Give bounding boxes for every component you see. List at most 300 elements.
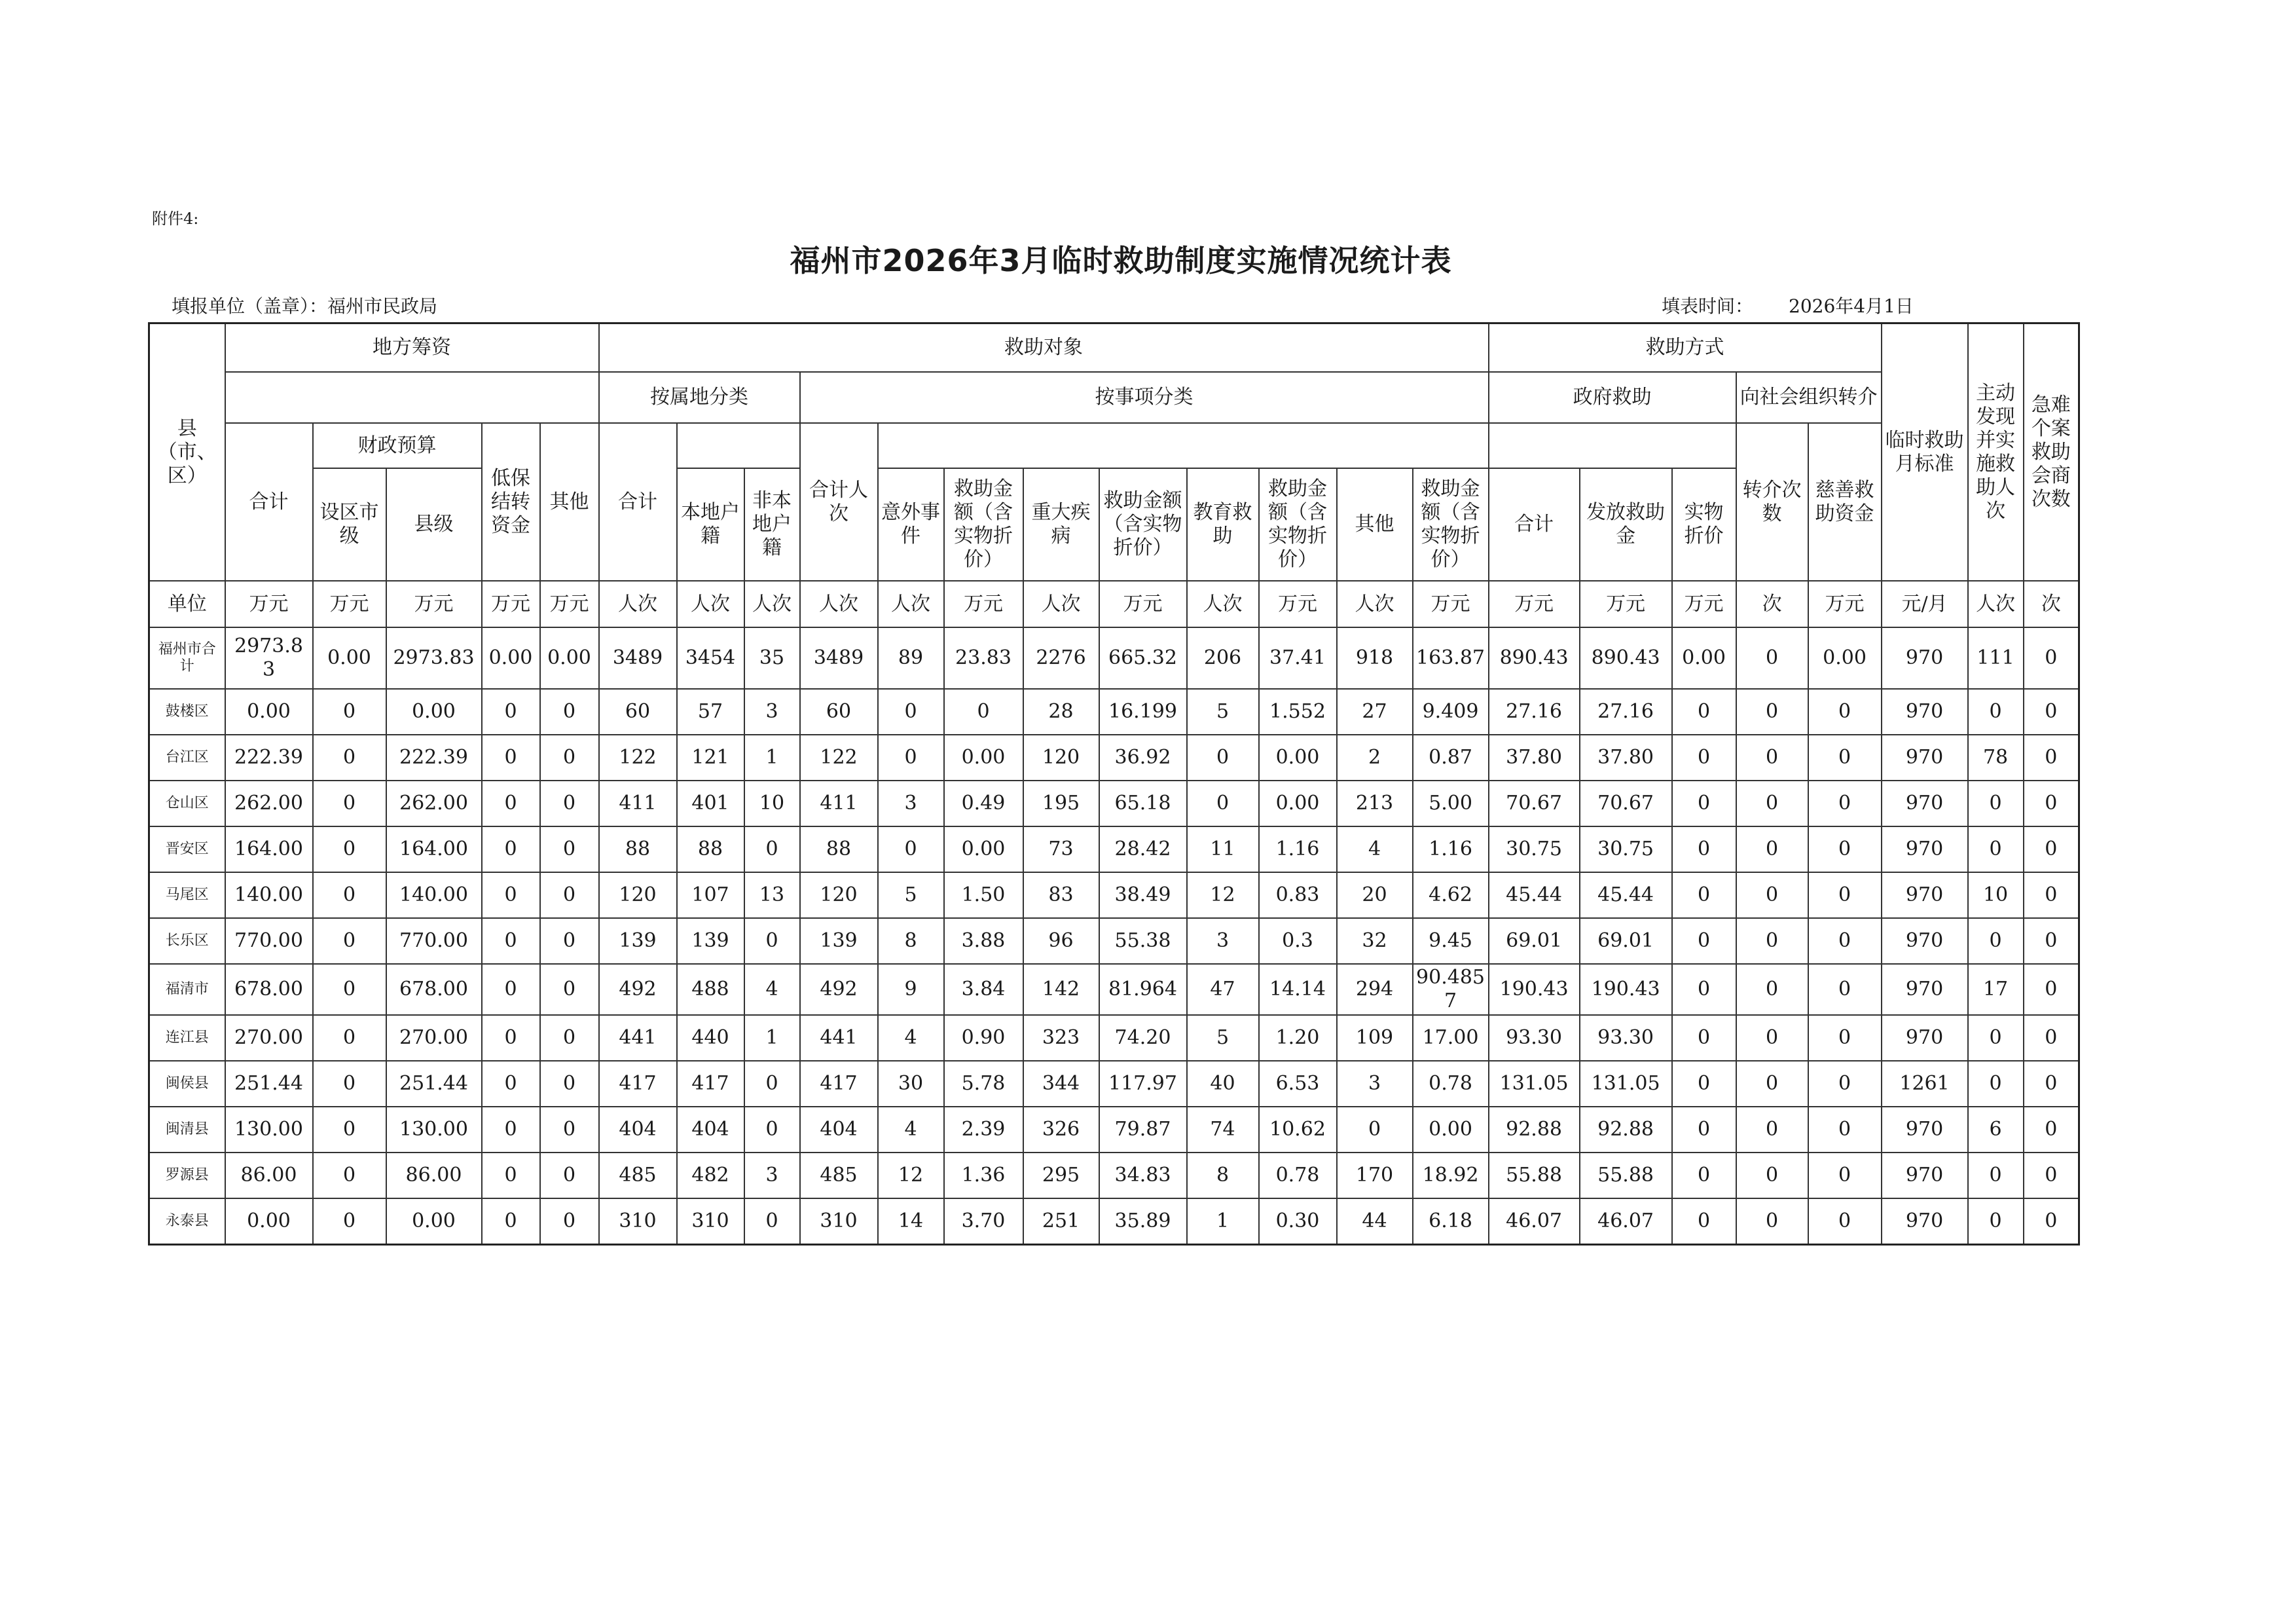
table-cell: 918 <box>1337 627 1413 689</box>
unit-cell: 万元 <box>1099 581 1187 627</box>
table-cell: 0 <box>1808 872 1882 918</box>
header-fiscal-budget: 财政预算 <box>313 423 482 468</box>
table-cell: 30.75 <box>1580 826 1672 872</box>
header-local-funding: 地方筹资 <box>225 323 599 373</box>
table-cell: 0 <box>540 781 599 826</box>
unit-cell: 人次 <box>1337 581 1413 627</box>
table-cell: 0 <box>2024 1153 2079 1198</box>
table-cell: 0 <box>1187 781 1259 826</box>
table-cell: 295 <box>1023 1153 1099 1198</box>
table-cell: 0 <box>2024 689 2079 735</box>
table-cell: 270.00 <box>225 1015 313 1061</box>
table-cell: 0 <box>2024 1015 2079 1061</box>
table-cell: 3.70 <box>944 1198 1023 1245</box>
table-cell: 0 <box>482 964 540 1015</box>
table-cell: 1 <box>744 735 800 781</box>
header-lf-other: 其他 <box>540 423 599 581</box>
table-cell: 4 <box>1337 826 1413 872</box>
table-cell: 0.00 <box>540 627 599 689</box>
table-cell: 74 <box>1187 1107 1259 1153</box>
table-cell: 1.16 <box>1413 826 1489 872</box>
header-illness-amount: 救助金额（含实物折价） <box>1099 468 1187 581</box>
header-county-level: 县级 <box>386 468 482 581</box>
table-cell: 0 <box>944 689 1023 735</box>
table-cell: 0 <box>1808 1153 1882 1198</box>
table-cell: 6.53 <box>1259 1061 1337 1107</box>
table-cell: 27.16 <box>1580 689 1672 735</box>
district-name: 连江县 <box>149 1015 225 1061</box>
table-cell: 0 <box>313 1107 386 1153</box>
table-cell: 770.00 <box>386 918 482 964</box>
table-cell: 38.49 <box>1099 872 1187 918</box>
table-cell: 310 <box>800 1198 878 1245</box>
table-cell: 0 <box>1808 781 1882 826</box>
table-cell: 970 <box>1882 627 1968 689</box>
fill-date: 2026年4月1日 <box>1789 295 1914 317</box>
district-name: 福清市 <box>149 964 225 1015</box>
table-cell: 0 <box>1736 689 1808 735</box>
district-name: 永泰县 <box>149 1198 225 1245</box>
table-cell: 0 <box>482 826 540 872</box>
unit-cell: 人次 <box>1023 581 1099 627</box>
unit-cell: 元/月 <box>1882 581 1968 627</box>
table-cell: 0.00 <box>225 1198 313 1245</box>
table-cell: 5.00 <box>1413 781 1489 826</box>
table-cell: 139 <box>677 918 744 964</box>
header-blank <box>225 372 599 423</box>
table-cell: 120 <box>800 872 878 918</box>
table-cell: 0 <box>313 1015 386 1061</box>
table-cell: 93.30 <box>1489 1015 1580 1061</box>
table-cell: 1.16 <box>1259 826 1337 872</box>
table-cell: 140.00 <box>386 872 482 918</box>
table-cell: 5 <box>1187 689 1259 735</box>
unit-label: 单位 <box>149 581 225 627</box>
header-accident: 意外事件 <box>878 468 944 581</box>
table-cell: 0 <box>540 689 599 735</box>
table-cell: 20 <box>1337 872 1413 918</box>
table-cell: 0 <box>482 1107 540 1153</box>
table-cell: 3 <box>1337 1061 1413 1107</box>
table-cell: 37.80 <box>1580 735 1672 781</box>
table-cell: 90.4857 <box>1413 964 1489 1015</box>
table-cell: 404 <box>677 1107 744 1153</box>
table-cell: 32 <box>1337 918 1413 964</box>
header-recipients: 救助对象 <box>599 323 1489 373</box>
table-cell: 1.36 <box>944 1153 1023 1198</box>
unit-cell: 次 <box>2024 581 2079 627</box>
table-cell: 0 <box>313 872 386 918</box>
table-cell: 0 <box>1672 781 1736 826</box>
unit-cell: 人次 <box>677 581 744 627</box>
table-cell: 44 <box>1337 1198 1413 1245</box>
table-cell: 27 <box>1337 689 1413 735</box>
table-cell: 120 <box>1023 735 1099 781</box>
district-name: 鼓楼区 <box>149 689 225 735</box>
table-cell: 970 <box>1882 918 1968 964</box>
table-cell: 0 <box>1672 826 1736 872</box>
table-cell: 890.43 <box>1489 627 1580 689</box>
table-cell: 417 <box>599 1061 677 1107</box>
unit-cell: 万元 <box>313 581 386 627</box>
table-cell: 0 <box>482 918 540 964</box>
table-cell: 770.00 <box>225 918 313 964</box>
district-name: 仓山区 <box>149 781 225 826</box>
table-row <box>149 872 2079 918</box>
table-cell: 78 <box>1968 735 2024 781</box>
table-cell: 0 <box>1672 872 1736 918</box>
table-cell: 0.00 <box>386 689 482 735</box>
table-cell: 70.67 <box>1489 781 1580 826</box>
table-cell: 109 <box>1337 1015 1413 1061</box>
table-cell: 0 <box>540 1153 599 1198</box>
table-cell: 9.45 <box>1413 918 1489 964</box>
table-cell: 0 <box>482 1015 540 1061</box>
table-cell: 70.67 <box>1580 781 1672 826</box>
table-cell: 262.00 <box>225 781 313 826</box>
table-cell: 0 <box>1968 1153 2024 1198</box>
table-cell: 0 <box>878 735 944 781</box>
table-cell: 4.62 <box>1413 872 1489 918</box>
table-cell: 0 <box>313 1061 386 1107</box>
header-matter-total: 合计人次 <box>800 423 878 581</box>
table-cell: 0 <box>1736 1107 1808 1153</box>
table-cell: 92.88 <box>1580 1107 1672 1153</box>
header-blank <box>878 423 1489 468</box>
table-cell: 0 <box>2024 826 2079 872</box>
table-cell: 404 <box>599 1107 677 1153</box>
header-dibao-carryover: 低保结转资金 <box>482 423 540 581</box>
district-name: 福州市合计 <box>149 627 225 689</box>
table-cell: 441 <box>800 1015 878 1061</box>
table-cell: 0 <box>1968 1198 2024 1245</box>
header-charity-funds: 慈善救助资金 <box>1808 423 1882 581</box>
table-row <box>149 1107 2079 1153</box>
header-nonlocal-hukou: 非本地户籍 <box>744 468 800 581</box>
table-cell: 0.00 <box>944 826 1023 872</box>
table-cell: 30 <box>878 1061 944 1107</box>
table-cell: 0 <box>1808 1015 1882 1061</box>
table-cell: 0 <box>1808 918 1882 964</box>
table-cell: 970 <box>1882 872 1968 918</box>
table-cell: 0 <box>1968 1061 2024 1107</box>
table-cell: 0 <box>1968 689 2024 735</box>
district-name: 晋安区 <box>149 826 225 872</box>
unit-cell: 万元 <box>944 581 1023 627</box>
table-cell: 222.39 <box>386 735 482 781</box>
table-cell: 12 <box>878 1153 944 1198</box>
table-cell: 86.00 <box>225 1153 313 1198</box>
table-cell: 10 <box>1968 872 2024 918</box>
header-gov-aid: 政府救助 <box>1489 372 1736 423</box>
table-cell: 0 <box>1736 627 1808 689</box>
table-cell: 970 <box>1882 1198 1968 1245</box>
table-cell: 40 <box>1187 1061 1259 1107</box>
table-cell: 0 <box>1968 781 2024 826</box>
district-name: 马尾区 <box>149 872 225 918</box>
table-cell: 1.50 <box>944 872 1023 918</box>
table-cell: 74.20 <box>1099 1015 1187 1061</box>
table-cell: 0.30 <box>1259 1198 1337 1245</box>
table-cell: 0 <box>2024 781 2079 826</box>
table-cell: 2276 <box>1023 627 1099 689</box>
table-body <box>149 627 2079 1245</box>
table-cell: 2973.83 <box>386 627 482 689</box>
header-major-illness: 重大疾病 <box>1023 468 1099 581</box>
table-cell: 117.97 <box>1099 1061 1187 1107</box>
district-name: 闽侯县 <box>149 1061 225 1107</box>
table-cell: 0 <box>313 1153 386 1198</box>
statistics-table <box>148 322 2080 1246</box>
table-cell: 3.88 <box>944 918 1023 964</box>
table-row <box>149 1153 2079 1198</box>
table-cell: 86.00 <box>386 1153 482 1198</box>
page-title: 福州市2026年3月临时救助制度实施情况统计表 <box>790 243 1452 278</box>
header-lf-total: 合计 <box>225 423 313 581</box>
table-cell: 441 <box>599 1015 677 1061</box>
fill-date-label: 填表时间： <box>1662 295 1754 317</box>
table-cell: 96 <box>1023 918 1099 964</box>
table-cell: 485 <box>800 1153 878 1198</box>
table-cell: 60 <box>599 689 677 735</box>
table-cell: 3 <box>878 781 944 826</box>
table-cell: 37.41 <box>1259 627 1337 689</box>
table-cell: 0 <box>313 1198 386 1245</box>
table-cell: 262.00 <box>386 781 482 826</box>
table-cell: 28.42 <box>1099 826 1187 872</box>
table-cell: 55.88 <box>1489 1153 1580 1198</box>
district-name: 台江区 <box>149 735 225 781</box>
table-cell: 81.964 <box>1099 964 1187 1015</box>
header-by-matter: 按事项分类 <box>800 372 1489 423</box>
table-cell: 35.89 <box>1099 1198 1187 1245</box>
table-cell: 0 <box>540 1061 599 1107</box>
table-cell: 121 <box>677 735 744 781</box>
unit-cell: 万元 <box>1672 581 1736 627</box>
table-cell: 0 <box>2024 872 2079 918</box>
table-cell: 0 <box>540 826 599 872</box>
table-cell: 60 <box>800 689 878 735</box>
header-monthly-standard: 临时救助月标准 <box>1882 323 1968 581</box>
table-cell: 488 <box>677 964 744 1015</box>
table-row <box>149 689 2079 735</box>
table-cell: 163.87 <box>1413 627 1489 689</box>
table-cell: 140.00 <box>225 872 313 918</box>
table-cell: 139 <box>599 918 677 964</box>
table-cell: 0 <box>1672 1153 1736 1198</box>
table-cell: 0 <box>540 735 599 781</box>
table-cell: 69.01 <box>1580 918 1672 964</box>
unit-cell: 万元 <box>1413 581 1489 627</box>
table-cell: 142 <box>1023 964 1099 1015</box>
table-cell: 3 <box>1187 918 1259 964</box>
table-cell: 8 <box>878 918 944 964</box>
table-cell: 0.00 <box>386 1198 482 1245</box>
table-cell: 0 <box>878 689 944 735</box>
header-referral-count: 转介次数 <box>1736 423 1808 581</box>
table-cell: 46.07 <box>1489 1198 1580 1245</box>
header-blank <box>1489 423 1736 468</box>
table-cell: 6.18 <box>1413 1198 1489 1245</box>
table-cell: 0 <box>1736 826 1808 872</box>
table-row <box>149 1015 2079 1061</box>
table-cell: 0 <box>1672 735 1736 781</box>
table-cell: 323 <box>1023 1015 1099 1061</box>
table-cell: 0 <box>313 918 386 964</box>
table-cell: 0 <box>540 964 599 1015</box>
table-row <box>149 964 2079 1015</box>
table-cell: 47 <box>1187 964 1259 1015</box>
table-cell: 93.30 <box>1580 1015 1672 1061</box>
table-cell: 0 <box>1736 1061 1808 1107</box>
table-cell: 0 <box>1736 781 1808 826</box>
district-name: 闽清县 <box>149 1107 225 1153</box>
table-cell: 195 <box>1023 781 1099 826</box>
table-cell: 111 <box>1968 627 2024 689</box>
table-cell: 0.00 <box>1259 735 1337 781</box>
table-cell: 45.44 <box>1580 872 1672 918</box>
table-cell: 0 <box>482 781 540 826</box>
header-local-hukou: 本地户籍 <box>677 468 744 581</box>
header-social-referral: 向社会组织转介 <box>1736 372 1882 423</box>
table-cell: 411 <box>599 781 677 826</box>
table-cell: 14 <box>878 1198 944 1245</box>
table-cell: 0 <box>1672 918 1736 964</box>
table-cell: 310 <box>599 1198 677 1245</box>
header-in-kind: 实物折价 <box>1672 468 1736 581</box>
unit-cell: 万元 <box>386 581 482 627</box>
table-cell: 0 <box>540 1015 599 1061</box>
unit-cell: 人次 <box>800 581 878 627</box>
table-cell: 4 <box>744 964 800 1015</box>
table-cell: 0 <box>2024 1107 2079 1153</box>
table-cell: 1.552 <box>1259 689 1337 735</box>
table-cell: 0.78 <box>1259 1153 1337 1198</box>
header-proactive: 主动发现并实施救助人次 <box>1968 323 2024 581</box>
table-cell: 0 <box>2024 1061 2079 1107</box>
table-cell: 482 <box>677 1153 744 1198</box>
table-cell: 970 <box>1882 1107 1968 1153</box>
table-cell: 0 <box>482 735 540 781</box>
table-cell: 69.01 <box>1489 918 1580 964</box>
table-cell: 492 <box>599 964 677 1015</box>
table-cell: 0 <box>482 872 540 918</box>
table-cell: 251.44 <box>225 1061 313 1107</box>
table-cell: 0 <box>313 735 386 781</box>
table-cell: 0 <box>1968 1015 2024 1061</box>
table-cell: 89 <box>878 627 944 689</box>
table-cell: 401 <box>677 781 744 826</box>
table-cell: 678.00 <box>225 964 313 1015</box>
table-row <box>149 627 2079 689</box>
table-cell: 0 <box>2024 1198 2079 1245</box>
table-cell: 46.07 <box>1580 1198 1672 1245</box>
table-cell: 310 <box>677 1198 744 1245</box>
table-cell: 0.00 <box>1808 627 1882 689</box>
table-cell: 27.16 <box>1489 689 1580 735</box>
table-cell: 0 <box>313 826 386 872</box>
table-cell: 83 <box>1023 872 1099 918</box>
table-cell: 970 <box>1882 826 1968 872</box>
table-cell: 16.199 <box>1099 689 1187 735</box>
table-cell: 326 <box>1023 1107 1099 1153</box>
header-blank <box>677 423 800 468</box>
header-by-residence: 按属地分类 <box>599 372 800 423</box>
table-cell: 0 <box>744 918 800 964</box>
table-cell: 9.409 <box>1413 689 1489 735</box>
unit-cell: 万元 <box>225 581 313 627</box>
table-cell: 0 <box>1736 1015 1808 1061</box>
table-cell: 0 <box>1808 1198 1882 1245</box>
table-cell: 890.43 <box>1580 627 1672 689</box>
header-accident-amount: 救助金额（含实物折价） <box>944 468 1023 581</box>
table-cell: 122 <box>800 735 878 781</box>
table-cell: 36.92 <box>1099 735 1187 781</box>
unit-cell: 万元 <box>540 581 599 627</box>
table-cell: 5.78 <box>944 1061 1023 1107</box>
table-cell: 3454 <box>677 627 744 689</box>
table-cell: 5 <box>1187 1015 1259 1061</box>
table-cell: 0.3 <box>1259 918 1337 964</box>
unit-cell: 万元 <box>1808 581 1882 627</box>
table-cell: 251 <box>1023 1198 1099 1245</box>
header-county: 县（市、区） <box>149 323 225 581</box>
table-cell: 122 <box>599 735 677 781</box>
table-cell: 0 <box>313 964 386 1015</box>
table-cell: 970 <box>1882 964 1968 1015</box>
table-cell: 3489 <box>599 627 677 689</box>
table-cell: 131.05 <box>1580 1061 1672 1107</box>
table-cell: 4 <box>878 1015 944 1061</box>
table-cell: 0 <box>1672 1107 1736 1153</box>
table-cell: 13 <box>744 872 800 918</box>
table-cell: 0.00 <box>313 627 386 689</box>
table-cell: 0 <box>744 1107 800 1153</box>
header-other-amount: 救助金额（含实物折价） <box>1413 468 1489 581</box>
table-cell: 0 <box>1672 689 1736 735</box>
table-cell: 3.84 <box>944 964 1023 1015</box>
table-cell: 34.83 <box>1099 1153 1187 1198</box>
table-cell: 0 <box>482 1061 540 1107</box>
table-cell: 2973.83 <box>225 627 313 689</box>
table-cell: 222.39 <box>225 735 313 781</box>
table-cell: 0 <box>1736 735 1808 781</box>
table-cell: 73 <box>1023 826 1099 872</box>
header-gov-total: 合计 <box>1489 468 1580 581</box>
table-cell: 0 <box>1672 1198 1736 1245</box>
table-cell: 5 <box>878 872 944 918</box>
table-cell: 0 <box>1808 735 1882 781</box>
table-cell: 0 <box>1736 918 1808 964</box>
table-cell: 0 <box>540 1198 599 1245</box>
table-cell: 0 <box>482 1198 540 1245</box>
unit-cell: 万元 <box>1580 581 1672 627</box>
table-cell: 12 <box>1187 872 1259 918</box>
table-cell: 164.00 <box>225 826 313 872</box>
table-cell: 0 <box>540 918 599 964</box>
attachment-label: 附件4: <box>152 210 199 228</box>
unit-cell: 人次 <box>599 581 677 627</box>
table-cell: 1 <box>744 1015 800 1061</box>
table-cell: 0.83 <box>1259 872 1337 918</box>
table-cell: 0 <box>482 689 540 735</box>
table-cell: 0.00 <box>1413 1107 1489 1153</box>
table-cell: 18.92 <box>1413 1153 1489 1198</box>
district-name: 罗源县 <box>149 1153 225 1198</box>
table-cell: 251.44 <box>386 1061 482 1107</box>
unit-cell: 人次 <box>744 581 800 627</box>
table-cell: 170 <box>1337 1153 1413 1198</box>
